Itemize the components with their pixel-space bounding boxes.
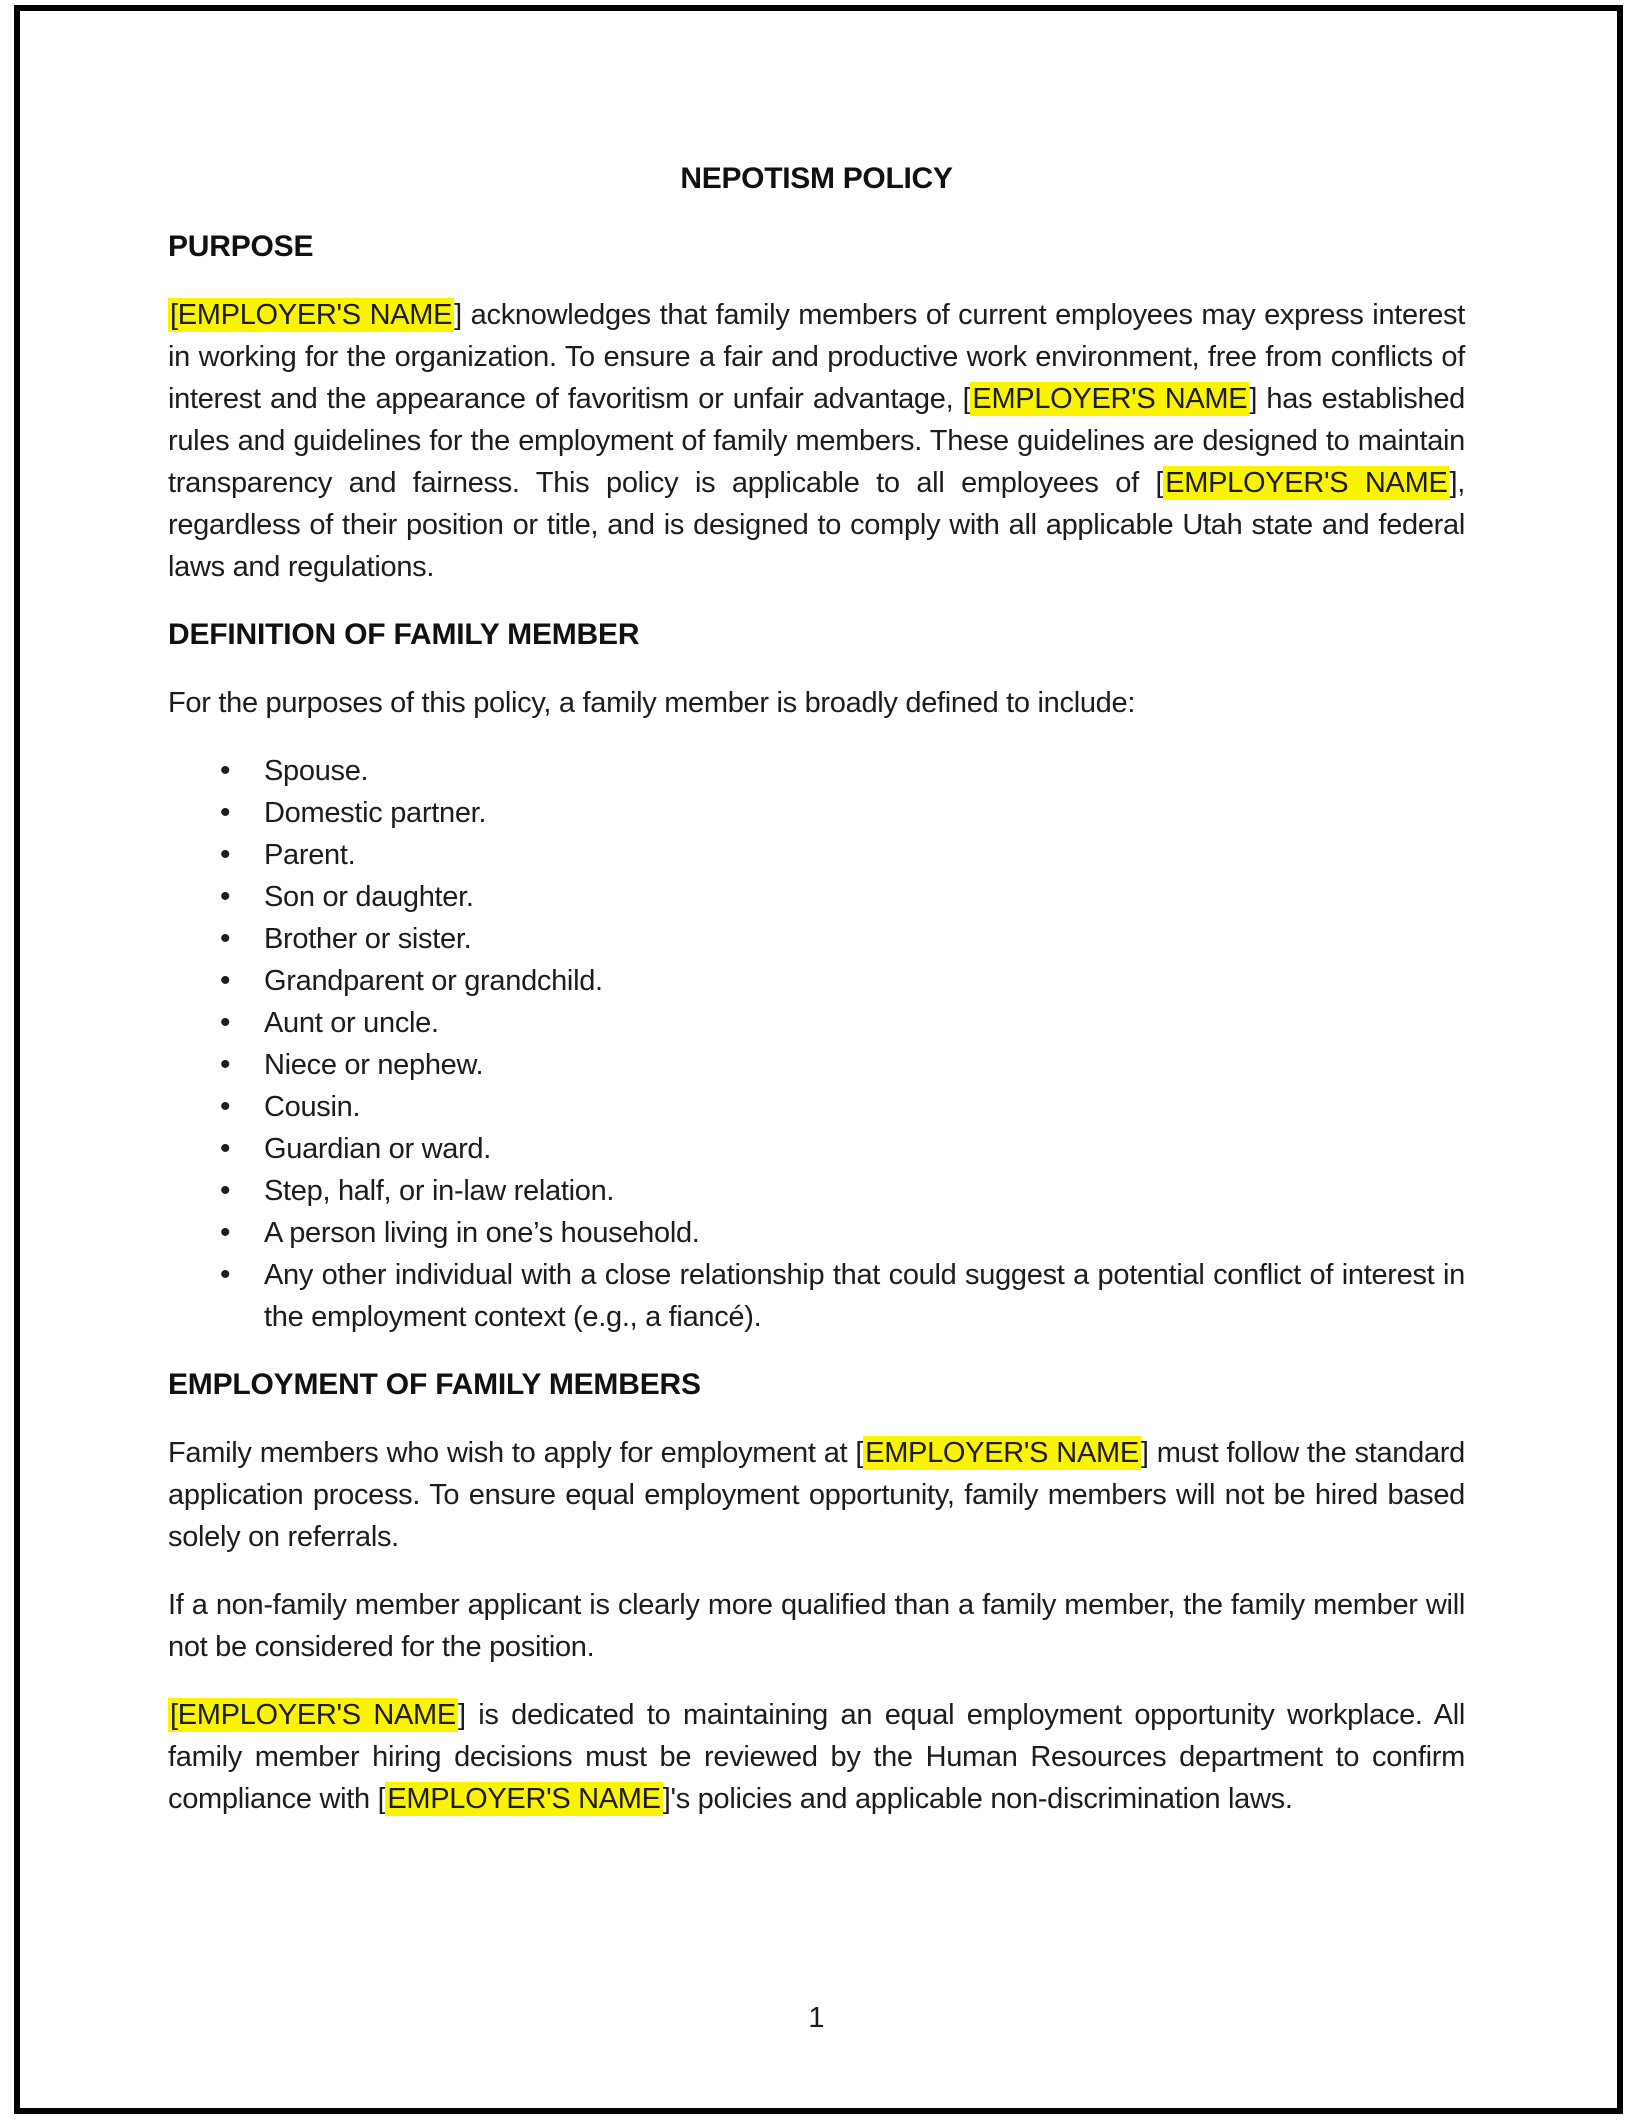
employer-name-highlight: EMPLOYER'S NAME	[1165, 467, 1448, 499]
employment-paragraph-2	[168, 1584, 1465, 1668]
employer-name-highlight: EMPLOYER'S NAME	[387, 1783, 661, 1815]
list-item: • Step, half, or in-law relation.	[264, 1170, 1465, 1212]
list-item: • A person living in one’s household.	[264, 1212, 1465, 1254]
section-heading-purpose: PURPOSE	[168, 230, 314, 263]
text-segment: ] is dedicated to maintaining an equal employment opportunity workplace. All family member hiring decisions must be reviewed by the Human Resources department to confirm compliance with [	[168, 1699, 1465, 1815]
page-content	[168, 158, 1465, 1846]
text-segment: Family members who wish to apply for employment at [	[168, 1437, 864, 1469]
list-item: • Cousin.	[264, 1086, 1465, 1128]
employer-name-highlight: [EMPLOYER'S NAME	[170, 1699, 456, 1731]
text-segment: ], regardless of their position or title, and is designed to comply with all applicable Utah state and federal laws and regulations.	[168, 467, 1465, 583]
list-item: • Spouse.	[264, 750, 1465, 792]
page-number: 1	[808, 2002, 825, 2034]
family-member-list	[168, 750, 1465, 1338]
employment-paragraph-1	[168, 1432, 1465, 1558]
list-item: • Brother or sister.	[264, 918, 1465, 960]
document-title: NEPOTISM POLICY	[680, 162, 953, 195]
text-segment: ] acknowledges that family members of current employees may express interest in working for the organization. To ensure a fair and productive work environment, free from conflicts of interest and the appearance of favoritism or unfair advantage, [	[168, 299, 1465, 415]
list-item: • Aunt or uncle.	[264, 1002, 1465, 1044]
list-item: • Grandparent or grandchild.	[264, 960, 1465, 1002]
employer-name-highlight: [EMPLOYER'S NAME	[170, 299, 453, 331]
employer-name-highlight: EMPLOYER'S NAME	[972, 383, 1248, 415]
list-item: • Son or daughter.	[264, 876, 1465, 918]
section-heading-employment: EMPLOYMENT OF FAMILY MEMBERS	[168, 1368, 701, 1401]
text-segment: ] must follow the standard application process. To ensure equal employment opportunity, family members will not be hired based solely on referrals.	[168, 1437, 1465, 1553]
section-heading-definition: DEFINITION OF FAMILY MEMBER	[168, 618, 640, 651]
text-segment: If a non-family member applicant is clearly more qualified than a family member, the family member will not be considered for the position.	[168, 1589, 1465, 1663]
employer-name-highlight: EMPLOYER'S NAME	[865, 1437, 1139, 1469]
list-item: • Guardian or ward.	[264, 1128, 1465, 1170]
list-item: • Domestic partner.	[264, 792, 1465, 834]
definition-intro: For the purposes of this policy, a family member is broadly defined to include:	[168, 687, 1136, 719]
text-segment: ]'s policies and applicable non-discrimination laws.	[662, 1783, 1293, 1815]
employment-paragraph-3	[168, 1694, 1465, 1820]
list-item: • Niece or nephew.	[264, 1044, 1465, 1086]
text-segment: ] has established rules and guidelines for the employment of family members. These guidelines are designed to maintain transparency and fairness. This policy is applicable to all employees of [	[168, 383, 1465, 499]
list-item: • Parent.	[264, 834, 1465, 876]
list-item: • Any other individual with a close relationship that could suggest a potential conflict of interest in the employment context (e.g., a fiancé).	[264, 1254, 1465, 1338]
purpose-paragraph	[168, 294, 1465, 588]
